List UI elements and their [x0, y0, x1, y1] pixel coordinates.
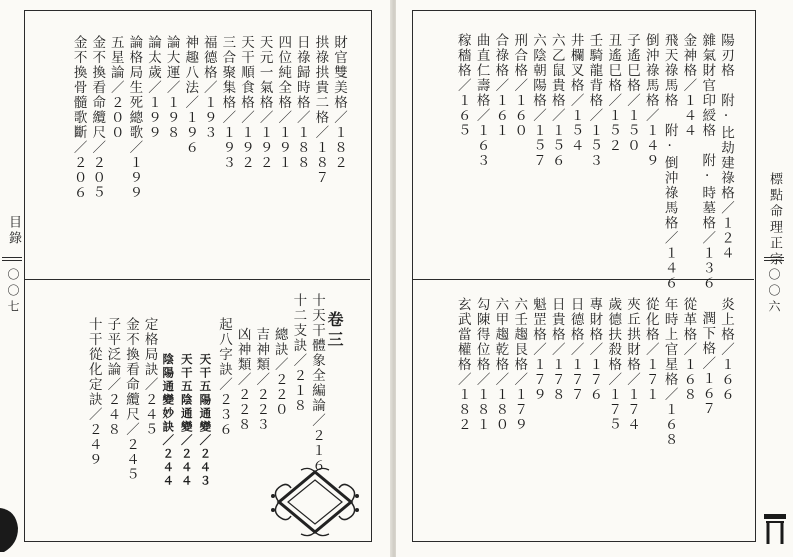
toc-entry: 稼穡格／１６５ [454, 33, 471, 138]
toc-entry: 陰陽通變妙訣／２４４ [161, 353, 176, 488]
diamond-ornament [265, 466, 365, 538]
right-side-rule [764, 257, 784, 258]
toc-entry: 六乙鼠貴格／１５６ [548, 33, 565, 168]
volume-heading: 卷三 [325, 311, 344, 351]
toc-entry: 金不換看命纜尺／２０５ [89, 35, 106, 200]
toc-entry: 三合聚集格／１９３ [219, 35, 236, 170]
toc-entry: 論太歲／１９９ [145, 35, 161, 140]
toc-entry: 十二支訣／２１８ [290, 293, 307, 413]
toc-entry: 凶神類／２２８ [234, 327, 251, 432]
toc-entry: 飛天祿馬格 附·倒沖祿馬格／１４６ [661, 33, 678, 291]
toc-entry: 壬騎龍背格／１５３ [586, 33, 603, 168]
toc-entry: 四位純全格／１９１ [275, 35, 292, 170]
left-page-frame [24, 10, 372, 542]
right-page-frame [412, 10, 756, 542]
left-side-rule [2, 257, 22, 258]
right-page-number: 〇〇六 [767, 268, 781, 316]
toc-entry: 日祿歸時格／１８８ [293, 35, 310, 170]
toc-entry: 總訣／２２０ [271, 327, 288, 417]
toc-entry: 六陰朝陽格／１５７ [530, 33, 546, 168]
toc-entry: 陽刃格 附·比劫建祿格／１２４ [718, 33, 734, 261]
toc-entry: 倒沖祿馬格／１４９ [642, 33, 659, 168]
toc-entry: 從化格／１７１ [642, 297, 659, 402]
toc-entry: 天元一氣格／１９２ [256, 35, 273, 170]
toc-entry: 神趣八法／１９６ [182, 35, 199, 155]
left-page-number: 〇〇七 [6, 268, 20, 316]
toc-entry: 子遙巳格／１５０ [624, 33, 640, 153]
toc-entry: 十干從化定訣／２４９ [85, 317, 102, 467]
toc-entry: 日德格／１７７ [567, 297, 584, 402]
right-page [396, 0, 793, 557]
toc-entry: 天干順食格／１９２ [238, 35, 254, 170]
toc-entry: 六甲趨乾格／１８０ [492, 297, 509, 432]
toc-entry: 子平泛論／２４８ [104, 317, 121, 437]
toc-entry: 歲德扶殺格／１７５ [605, 297, 622, 432]
toc-entry: 五星論／２００ [107, 35, 124, 140]
toc-entry: 金不換骨髓歌斷／２０６ [70, 35, 87, 200]
left-section-divider [25, 279, 370, 280]
toc-entry: 曲直仁壽格／１６３ [473, 33, 490, 168]
toc-entry: 金不換看命纜尺／２４５ [123, 317, 139, 482]
toc-entry: 專財格／１７６ [586, 297, 603, 402]
toc-entry: 天干五陰通變／２４４ [179, 353, 194, 488]
toc-entry: 論大運／１９８ [163, 35, 180, 140]
page-edge-shadow [0, 500, 22, 557]
left-page [0, 0, 393, 557]
toc-entry: 天干五陽通變／２４３ [198, 353, 213, 488]
toc-entry: 起八字訣／２３６ [216, 317, 232, 437]
toc-entry: 潤下格／１６７ [699, 311, 716, 416]
toc-entry: 炎上格／１６６ [718, 297, 734, 402]
toc-entry: 從革格／１６８ [680, 297, 697, 402]
toc-entry: 吉神類／２２３ [253, 327, 270, 432]
toc-entry: 定格局訣／２４５ [141, 317, 158, 437]
toc-entry: 合祿格／１６１ [492, 33, 509, 138]
toc-entry: 財官雙美格／１８２ [331, 35, 347, 170]
toc-entry: 福德格／１９３ [200, 35, 217, 140]
toc-entry: 十天干體象全編論／２１６ [309, 293, 325, 473]
toc-entry: 雜氣財官印綬格 附·時墓格／１３６ [699, 33, 716, 291]
toc-entry: 勾陳得位格／１８１ [473, 297, 490, 432]
left-side-label: 目錄 [6, 215, 21, 247]
left-side-rule-2 [2, 260, 22, 261]
toc-entry: 年時上官星格／１６８ [661, 297, 678, 447]
toc-entry: 拱祿拱貴二格／１８７ [312, 35, 329, 185]
right-side-rule-2 [764, 260, 784, 261]
toc-entry: 夾丘拱財格／１７４ [624, 297, 640, 432]
toc-entry: 六壬趨艮格／１７９ [511, 297, 528, 432]
page-corner-ornament [762, 512, 788, 546]
toc-entry: 金神格／１４４ [680, 33, 697, 138]
toc-entry: 刑合格／１６０ [511, 33, 528, 138]
right-side-label: 標點命理正宗 [767, 172, 782, 268]
toc-entry: 玄武當權格／１８２ [454, 297, 471, 432]
toc-entry: 日貴格／１７８ [548, 297, 565, 402]
toc-entry: 論格局生死總歌／１９９ [126, 35, 143, 200]
toc-entry: 丑遙巳格／１５２ [605, 33, 622, 153]
toc-entry: 魁罡格／１７９ [530, 297, 546, 402]
toc-entry: 井欄叉格／１５４ [567, 33, 584, 153]
